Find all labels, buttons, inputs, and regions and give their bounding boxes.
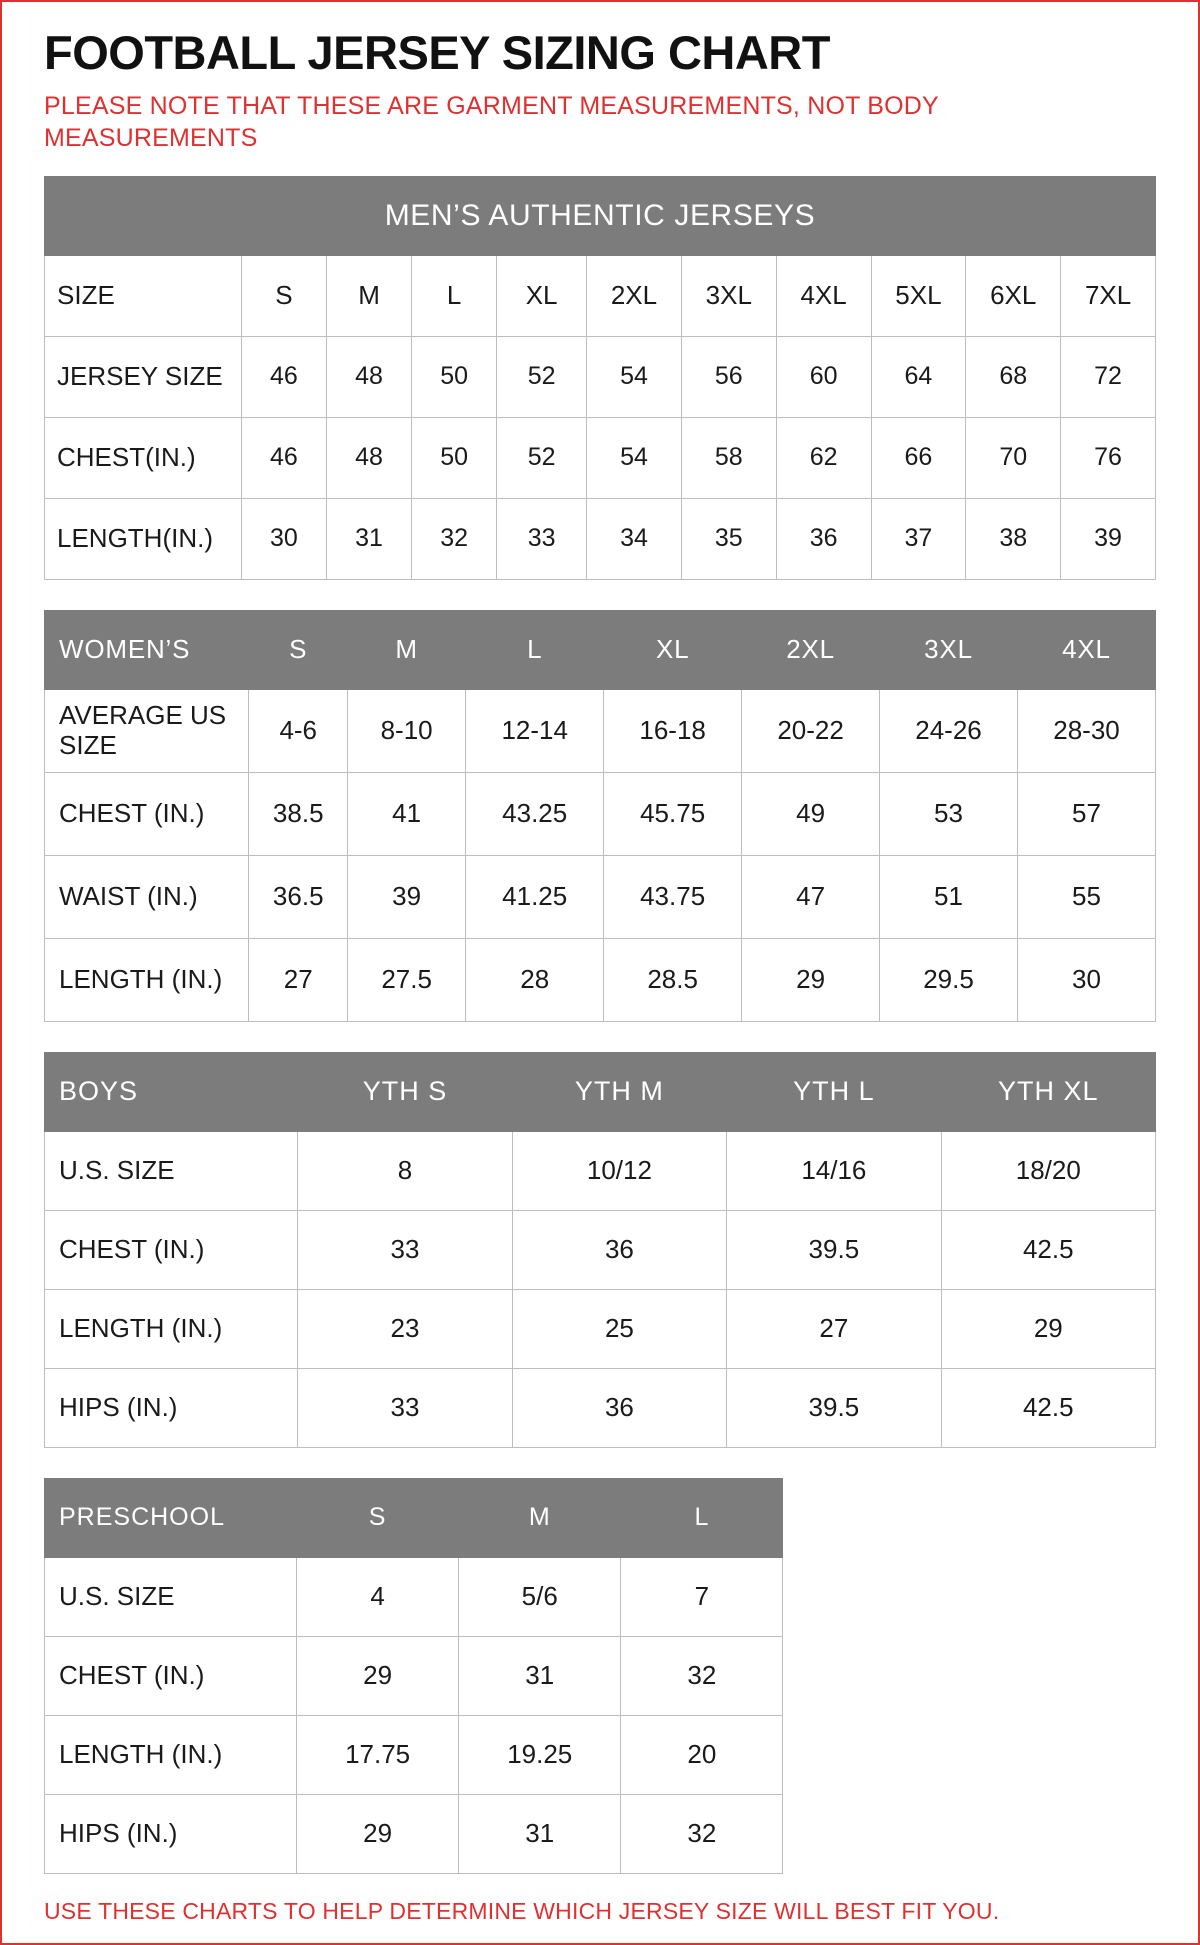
cell: 36 xyxy=(512,1210,726,1289)
cell: 5/6 xyxy=(459,1557,621,1636)
cell: 7 xyxy=(621,1557,783,1636)
cell: 46 xyxy=(241,336,326,417)
cell: 36.5 xyxy=(249,855,348,938)
table-row xyxy=(45,1794,783,1873)
cell: 39 xyxy=(348,855,466,938)
cell: 28-30 xyxy=(1017,689,1155,772)
preschool-header-cell: S xyxy=(297,1478,459,1557)
boys-header-row xyxy=(45,1052,1156,1131)
preschool-sizing-table xyxy=(44,1478,783,1874)
table-row xyxy=(45,417,1156,498)
cell: 39.5 xyxy=(727,1210,941,1289)
table-row xyxy=(45,498,1156,579)
table-row xyxy=(45,1557,783,1636)
cell: 14/16 xyxy=(727,1131,941,1210)
cell: 56 xyxy=(681,336,776,417)
mens-header-cell: S xyxy=(241,255,326,336)
boys-sizing-table xyxy=(44,1052,1156,1448)
preschool-header-cell: PRESCHOOL xyxy=(45,1478,297,1557)
cell: 17.75 xyxy=(297,1715,459,1794)
cell: 39.5 xyxy=(727,1368,941,1447)
row-label: CHEST (IN.) xyxy=(45,1636,297,1715)
cell: 27 xyxy=(727,1289,941,1368)
cell: 38.5 xyxy=(249,772,348,855)
cell: 27.5 xyxy=(348,938,466,1021)
cell: 50 xyxy=(412,336,497,417)
cell: 33 xyxy=(497,498,587,579)
mens-header-cell: 3XL xyxy=(681,255,776,336)
mens-header-cell: 2XL xyxy=(587,255,682,336)
mens-header-cell: 6XL xyxy=(966,255,1061,336)
cell: 29 xyxy=(941,1289,1155,1368)
mens-header-cell: XL xyxy=(497,255,587,336)
row-label: CHEST(IN.) xyxy=(45,417,242,498)
preschool-header-row xyxy=(45,1478,783,1557)
boys-header-cell: YTH M xyxy=(512,1052,726,1131)
womens-header-cell: XL xyxy=(604,610,742,689)
cell: 33 xyxy=(298,1368,512,1447)
cell: 30 xyxy=(241,498,326,579)
cell: 29 xyxy=(742,938,880,1021)
cell: 28 xyxy=(466,938,604,1021)
cell: 32 xyxy=(621,1636,783,1715)
cell: 4-6 xyxy=(249,689,348,772)
boys-header-cell: YTH S xyxy=(298,1052,512,1131)
cell: 64 xyxy=(871,336,966,417)
mens-header-row xyxy=(45,255,1156,336)
cell: 25 xyxy=(512,1289,726,1368)
cell: 72 xyxy=(1061,336,1156,417)
table-row xyxy=(45,1715,783,1794)
cell: 49 xyxy=(742,772,880,855)
cell: 41.25 xyxy=(466,855,604,938)
cell: 28.5 xyxy=(604,938,742,1021)
cell: 43.75 xyxy=(604,855,742,938)
womens-header-cell: L xyxy=(466,610,604,689)
womens-header-cell: 2XL xyxy=(742,610,880,689)
cell: 10/12 xyxy=(512,1131,726,1210)
row-label: WAIST (IN.) xyxy=(45,855,249,938)
cell: 45.75 xyxy=(604,772,742,855)
cell: 36 xyxy=(776,498,871,579)
cell: 34 xyxy=(587,498,682,579)
cell: 52 xyxy=(497,417,587,498)
cell: 30 xyxy=(1017,938,1155,1021)
cell: 43.25 xyxy=(466,772,604,855)
cell: 50 xyxy=(412,417,497,498)
table-row xyxy=(45,1131,1156,1210)
boys-header-cell: BOYS xyxy=(45,1052,298,1131)
cell: 20 xyxy=(621,1715,783,1794)
mens-header-cell: M xyxy=(326,255,411,336)
cell: 58 xyxy=(681,417,776,498)
cell: 35 xyxy=(681,498,776,579)
cell: 52 xyxy=(497,336,587,417)
mens-banner-label: MEN’S AUTHENTIC JERSEYS xyxy=(45,176,1156,255)
preschool-header-cell: M xyxy=(459,1478,621,1557)
cell: 31 xyxy=(459,1636,621,1715)
row-label: JERSEY SIZE xyxy=(45,336,242,417)
cell: 42.5 xyxy=(941,1368,1155,1447)
row-label: AVERAGE US SIZE xyxy=(45,689,249,772)
cell: 54 xyxy=(587,417,682,498)
cell: 36 xyxy=(512,1368,726,1447)
table-row xyxy=(45,689,1156,772)
cell: 16-18 xyxy=(604,689,742,772)
cell: 68 xyxy=(966,336,1061,417)
page-title: FOOTBALL JERSEY SIZING CHART xyxy=(44,26,830,79)
cell: 18/20 xyxy=(941,1131,1155,1210)
footer-note: USE THESE CHARTS TO HELP DETERMINE WHICH JERSEY SIZE WILL BEST FIT YOU. xyxy=(44,1897,1000,1924)
mens-banner-row xyxy=(45,176,1156,255)
table-row xyxy=(45,1289,1156,1368)
row-label: CHEST (IN.) xyxy=(45,1210,298,1289)
cell: 23 xyxy=(298,1289,512,1368)
cell: 29 xyxy=(297,1636,459,1715)
row-label: LENGTH (IN.) xyxy=(45,1289,298,1368)
womens-sizing-table xyxy=(44,610,1156,1022)
table-row xyxy=(45,855,1156,938)
cell: 47 xyxy=(742,855,880,938)
cell: 27 xyxy=(249,938,348,1021)
womens-header-row xyxy=(45,610,1156,689)
cell: 60 xyxy=(776,336,871,417)
cell: 39 xyxy=(1061,498,1156,579)
cell: 48 xyxy=(326,417,411,498)
cell: 57 xyxy=(1017,772,1155,855)
cell: 24-26 xyxy=(880,689,1018,772)
cell: 8 xyxy=(298,1131,512,1210)
cell: 55 xyxy=(1017,855,1155,938)
cell: 51 xyxy=(880,855,1018,938)
cell: 8-10 xyxy=(348,689,466,772)
row-label: LENGTH (IN.) xyxy=(45,938,249,1021)
cell: 29 xyxy=(297,1794,459,1873)
cell: 42.5 xyxy=(941,1210,1155,1289)
garment-measurement-note: PLEASE NOTE THAT THESE ARE GARMENT MEASUREMENTS, NOT BODY MEASUREMENTS xyxy=(44,92,939,152)
cell: 32 xyxy=(621,1794,783,1873)
table-row xyxy=(45,1636,783,1715)
row-label: U.S. SIZE xyxy=(45,1557,297,1636)
table-row xyxy=(45,938,1156,1021)
cell: 76 xyxy=(1061,417,1156,498)
cell: 12-14 xyxy=(466,689,604,772)
womens-header-cell: 3XL xyxy=(880,610,1018,689)
mens-header-cell: L xyxy=(412,255,497,336)
row-label: LENGTH (IN.) xyxy=(45,1715,297,1794)
row-label: HIPS (IN.) xyxy=(45,1368,298,1447)
table-row xyxy=(45,336,1156,417)
cell: 70 xyxy=(966,417,1061,498)
row-label: CHEST (IN.) xyxy=(45,772,249,855)
table-row xyxy=(45,1368,1156,1447)
cell: 19.25 xyxy=(459,1715,621,1794)
table-row xyxy=(45,772,1156,855)
table-row xyxy=(45,1210,1156,1289)
preschool-header-cell: L xyxy=(621,1478,783,1557)
mens-header-cell: SIZE xyxy=(45,255,242,336)
womens-header-cell: WOMEN’S xyxy=(45,610,249,689)
mens-header-cell: 4XL xyxy=(776,255,871,336)
boys-header-cell: YTH XL xyxy=(941,1052,1155,1131)
womens-header-cell: 4XL xyxy=(1017,610,1155,689)
cell: 66 xyxy=(871,417,966,498)
row-label: LENGTH(IN.) xyxy=(45,498,242,579)
mens-sizing-table xyxy=(44,176,1156,580)
cell: 37 xyxy=(871,498,966,579)
cell: 62 xyxy=(776,417,871,498)
womens-header-cell: S xyxy=(249,610,348,689)
cell: 46 xyxy=(241,417,326,498)
womens-header-cell: M xyxy=(348,610,466,689)
cell: 38 xyxy=(966,498,1061,579)
boys-header-cell: YTH L xyxy=(727,1052,941,1131)
cell: 54 xyxy=(587,336,682,417)
cell: 4 xyxy=(297,1557,459,1636)
cell: 41 xyxy=(348,772,466,855)
row-label: HIPS (IN.) xyxy=(45,1794,297,1873)
mens-header-cell: 7XL xyxy=(1061,255,1156,336)
cell: 31 xyxy=(326,498,411,579)
cell: 33 xyxy=(298,1210,512,1289)
cell: 53 xyxy=(880,772,1018,855)
cell: 32 xyxy=(412,498,497,579)
cell: 29.5 xyxy=(880,938,1018,1021)
cell: 20-22 xyxy=(742,689,880,772)
row-label: U.S. SIZE xyxy=(45,1131,298,1210)
cell: 31 xyxy=(459,1794,621,1873)
mens-header-cell: 5XL xyxy=(871,255,966,336)
cell: 48 xyxy=(326,336,411,417)
